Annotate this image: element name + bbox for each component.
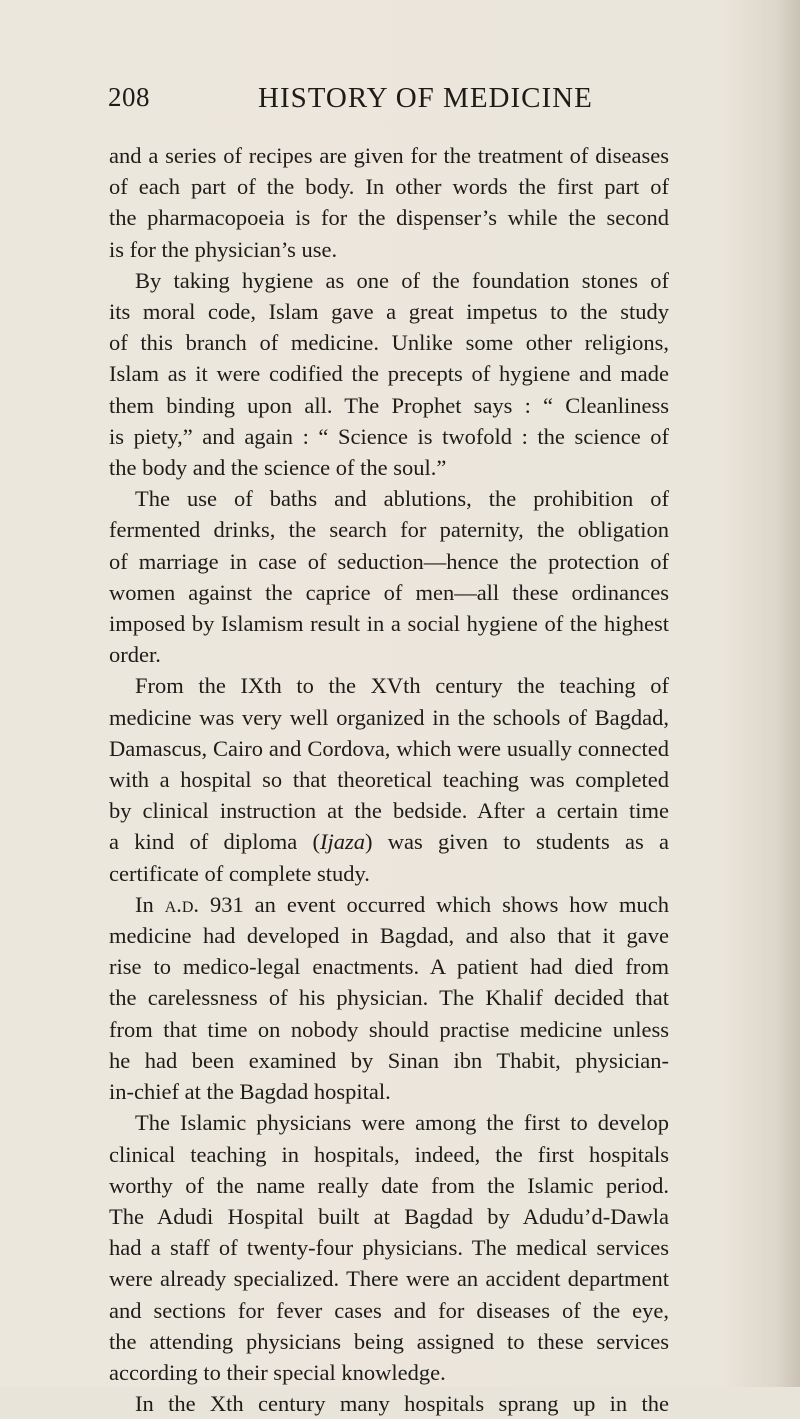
text-line: order. <box>109 642 161 668</box>
text-line: them binding upon all. The Prophet says : “ Cleanliness <box>109 392 669 418</box>
text-line: by clinical instruction at the bedside. After a certain time <box>109 798 669 824</box>
text-line: according to their special knowledge. <box>109 1359 446 1385</box>
text-line: rise to medico-legal enactments. A patient had died from <box>109 954 669 980</box>
paragraph <box>109 1107 669 1388</box>
text-line: Islam as it were codified the precepts of hygiene and made <box>109 361 669 387</box>
text-line: women against the caprice of men—all these ordinances <box>109 579 669 605</box>
paragraph <box>109 265 669 483</box>
text-line: the pharmacopoeia is for the dispenser’s while the second <box>109 205 669 231</box>
text-line: medicine had developed in Bagdad, and also that it gave <box>109 923 669 949</box>
paragraph <box>109 1388 669 1419</box>
running-head: HISTORY OF MEDICINE <box>258 82 593 114</box>
text-line: is piety,” and again : “ Science is twofold : the science of <box>109 423 669 449</box>
text-line: the body and the science of the soul.” <box>109 455 447 481</box>
text-line: clinical teaching in hospitals, indeed, the first hospitals <box>109 1141 669 1167</box>
text-line: of marriage in case of seduction—hence the protection of <box>109 548 669 574</box>
text-line: fermented drinks, the search for paternity, the obligation <box>109 517 669 543</box>
text-line: and a series of recipes are given for the treatment of diseases <box>109 143 669 168</box>
page-header <box>108 82 688 122</box>
text-line: The use of baths and ablutions, the prohibition of <box>135 486 669 512</box>
text-line: its moral code, Islam gave a great impetus to the study <box>109 299 669 325</box>
text-line: of this branch of medicine. Unlike some other religions, <box>109 330 669 356</box>
text-line: In a.d. 931 an event occurred which shows how much <box>135 891 669 917</box>
body-text <box>109 140 669 1419</box>
text-line: From the IXth to the XVth century the teaching of <box>135 673 669 699</box>
text-line: the attending physicians being assigned to these services <box>109 1328 669 1354</box>
paragraph <box>109 670 669 888</box>
text-line: Damascus, Cairo and Cordova, which were usually connected <box>109 735 669 761</box>
text-line: The Islamic physicians were among the first to develop <box>135 1110 669 1136</box>
text-line: worthy of the name really date from the Islamic period. <box>109 1172 669 1198</box>
paragraph <box>109 483 669 670</box>
text-line: of each part of the body. In other words the first part of <box>109 174 669 200</box>
text-line: he had been examined by Sinan ibn Thabit, physician- <box>109 1047 669 1073</box>
text-line: medicine was very well organized in the schools of Bagdad, <box>109 704 669 730</box>
paragraph <box>109 140 669 265</box>
text-line: imposed by Islamism result in a social hygiene of the highest <box>109 611 669 637</box>
text-line: and sections for fever cases and for diseases of the eye, <box>109 1297 669 1323</box>
text-line: The Adudi Hospital built at Bagdad by Adudu’d-Dawla <box>109 1203 669 1229</box>
paragraph <box>109 889 669 1107</box>
text-line: a kind of diploma (Ijaza) was given to students as a <box>109 829 669 855</box>
text-line: By taking hygiene as one of the foundation stones of <box>135 267 669 293</box>
text-line: the carelessness of his physician. The Khalif decided that <box>109 985 669 1011</box>
text-line: In the Xth century many hospitals sprang up in the <box>135 1391 669 1417</box>
text-line: in-chief at the Bagdad hospital. <box>109 1079 391 1105</box>
text-line: from that time on nobody should practise medicine unless <box>109 1016 669 1042</box>
text-line: certificate of complete study. <box>109 860 370 886</box>
text-line: were already specialized. There were an accident department <box>109 1266 669 1292</box>
text-line: is for the physician’s use. <box>109 236 338 262</box>
text-line: had a staff of twenty-four physicians. The medical services <box>109 1235 669 1261</box>
page-number: 208 <box>108 82 150 112</box>
text-line: with a hospital so that theoretical teaching was completed <box>109 767 669 793</box>
